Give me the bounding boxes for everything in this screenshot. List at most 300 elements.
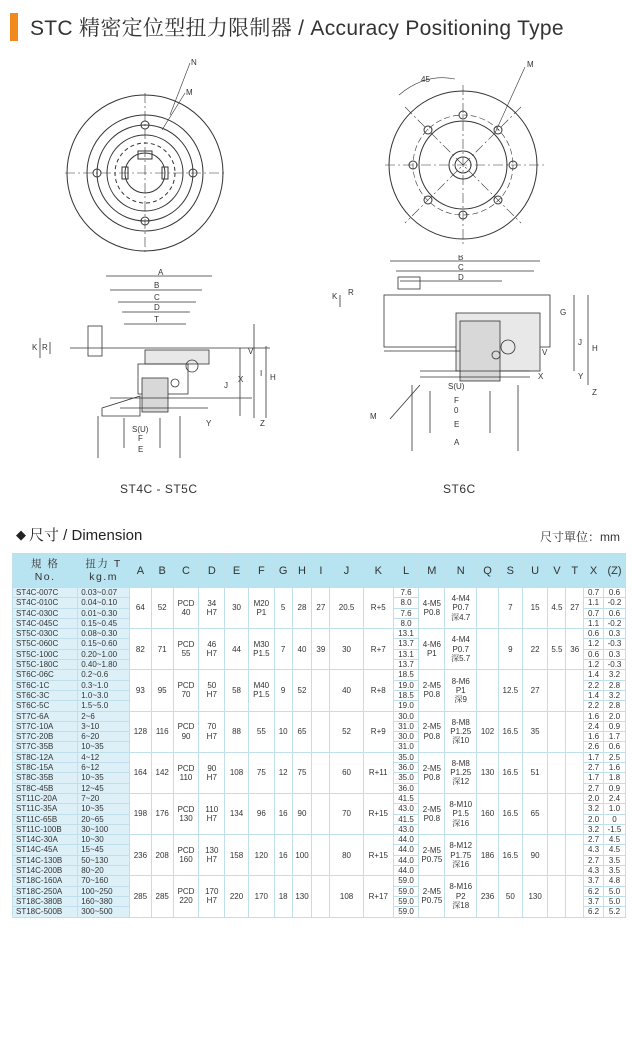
cell-f: 170	[248, 876, 274, 917]
cell-l: 7.6	[393, 588, 419, 598]
column-header-5: D	[199, 554, 225, 588]
model-cell: ST14C-130B	[13, 855, 78, 865]
cell-l: 13.1	[393, 629, 419, 639]
cell-z: 3.5	[603, 866, 625, 876]
cell-j: 30	[330, 629, 364, 670]
cell-g: 16	[274, 793, 292, 834]
cell-t: 36	[566, 629, 584, 670]
dimension-heading-text: 尺寸 / Dimension	[29, 527, 143, 544]
cell-z: 0.9	[603, 721, 625, 731]
cell-l: 7.6	[393, 608, 419, 618]
cell-l: 59.0	[393, 876, 419, 886]
torque-cell: 30~100	[78, 824, 130, 834]
cell-v	[548, 670, 566, 711]
model-cell: ST5C-180C	[13, 660, 78, 670]
cell-l: 59.0	[393, 896, 419, 906]
cell-v	[548, 876, 566, 917]
cell-v	[548, 752, 566, 793]
table-row	[13, 752, 626, 762]
svg-text:K: K	[32, 343, 38, 352]
cell-f: M40 P1.5	[248, 670, 274, 711]
cell-d: 170 H7	[199, 876, 225, 917]
cell-j: 108	[330, 876, 364, 917]
cell-n: 4-M4 P0.7 深4.7	[445, 588, 477, 629]
column-header-19: V	[548, 554, 566, 588]
cell-l: 41.5	[393, 793, 419, 803]
cell-g: 16	[274, 835, 292, 876]
svg-text:I: I	[260, 369, 263, 378]
cell-s: 16.5	[498, 752, 522, 793]
model-cell: ST7C-35B	[13, 742, 78, 752]
cell-x: 2.6	[584, 742, 604, 752]
cell-l: 43.0	[393, 804, 419, 814]
torque-cell: 2~6	[78, 711, 130, 721]
cell-z: 1.7	[603, 732, 625, 742]
cell-z: 3.2	[603, 690, 625, 700]
torque-cell: 0.03~0.07	[78, 588, 130, 598]
cell-e: 88	[225, 711, 249, 752]
cell-k: R+9	[363, 711, 393, 752]
cell-b: 176	[151, 793, 173, 834]
svg-text:45: 45	[421, 75, 430, 84]
cell-z: 0.6	[603, 742, 625, 752]
cell-x: 2.0	[584, 793, 604, 803]
unit-note: 尺寸單位：mm	[540, 530, 620, 544]
cell-t: 27	[566, 588, 584, 629]
cell-b: 116	[151, 711, 173, 752]
cell-f: 96	[248, 793, 274, 834]
cell-e: 58	[225, 670, 249, 711]
cell-z: 3.5	[603, 855, 625, 865]
model-cell: ST5C-100C	[13, 649, 78, 659]
torque-cell: 0.40~1.80	[78, 660, 130, 670]
dimension-heading	[16, 524, 142, 545]
cell-h: 52	[292, 670, 312, 711]
cell-f: M20 P1	[248, 588, 274, 629]
cell-g: 5	[274, 588, 292, 629]
cell-h: 28	[292, 588, 312, 629]
cell-x: 0.6	[584, 649, 604, 659]
cell-n: 8-M8 P1.25 深12	[445, 752, 477, 793]
model-cell: ST5C-030C	[13, 629, 78, 639]
column-header-16: Q	[477, 554, 499, 588]
cell-k: R+7	[363, 629, 393, 670]
torque-cell: 0.01~0.30	[78, 608, 130, 618]
cell-x: 3.2	[584, 804, 604, 814]
svg-text:N: N	[191, 58, 197, 67]
cell-x: 6.2	[584, 907, 604, 917]
svg-text:C: C	[458, 263, 464, 272]
drawing-st6c-top-view	[385, 55, 555, 255]
cell-a: 285	[129, 876, 151, 917]
torque-cell: 0.04~0.10	[78, 598, 130, 608]
cell-b: 285	[151, 876, 173, 917]
cell-h: 100	[292, 835, 312, 876]
svg-text:J: J	[224, 381, 228, 390]
torque-cell: 0.15~0.45	[78, 618, 130, 628]
cell-c: PCD 160	[173, 835, 199, 876]
model-cell: ST8C-45B	[13, 783, 78, 793]
column-header-8: G	[274, 554, 292, 588]
svg-text:F: F	[138, 434, 143, 443]
model-cell: ST8C-12A	[13, 752, 78, 762]
cell-t	[566, 793, 584, 834]
cell-q	[477, 588, 499, 629]
cell-v: 4.5	[548, 588, 566, 629]
cell-m: 2-M5 P0.8	[419, 711, 445, 752]
cell-n: 8-M8 P1.25 深10	[445, 711, 477, 752]
cell-l: 44.0	[393, 855, 419, 865]
cell-z: 0.6	[603, 588, 625, 598]
table-row	[13, 835, 626, 845]
svg-text:X: X	[238, 375, 244, 384]
cell-m: 2-M5 P0.8	[419, 752, 445, 793]
model-cell: ST4C-010C	[13, 598, 78, 608]
cell-z: 5.0	[603, 896, 625, 906]
svg-text:C: C	[154, 293, 160, 302]
model-cell: ST5C-060C	[13, 639, 78, 649]
model-cell: ST18C-250A	[13, 886, 78, 896]
cell-c: PCD 130	[173, 793, 199, 834]
cell-g: 7	[274, 629, 292, 670]
cell-d: 110 H7	[199, 793, 225, 834]
cell-a: 93	[129, 670, 151, 711]
cell-l: 18.5	[393, 670, 419, 680]
cell-l: 13.1	[393, 649, 419, 659]
column-header-1: 扭力 T kg.m	[78, 554, 130, 588]
cell-z: 2.5	[603, 752, 625, 762]
column-header-12: K	[363, 554, 393, 588]
cell-l: 31.0	[393, 721, 419, 731]
cell-c: PCD 220	[173, 876, 199, 917]
cell-x: 1.1	[584, 598, 604, 608]
cell-k: R+15	[363, 793, 393, 834]
cell-z: 3.2	[603, 670, 625, 680]
model-cell: ST6C-1C	[13, 680, 78, 690]
table-body	[13, 588, 626, 918]
cell-s: 9	[498, 629, 522, 670]
cell-d: 70 H7	[199, 711, 225, 752]
cell-n: 8-M12 P1.75 深16	[445, 835, 477, 876]
cell-l: 44.0	[393, 845, 419, 855]
cell-t	[566, 711, 584, 752]
column-header-10: I	[312, 554, 330, 588]
svg-text:D: D	[154, 303, 160, 312]
cell-e: 158	[225, 835, 249, 876]
model-cell: ST11C-35A	[13, 804, 78, 814]
svg-text:G: G	[560, 308, 567, 317]
cell-i	[312, 711, 330, 752]
cell-l: 36.0	[393, 763, 419, 773]
cell-z: 4.5	[603, 835, 625, 845]
cell-x: 2.2	[584, 680, 604, 690]
column-header-7: F	[248, 554, 274, 588]
cell-l: 30.0	[393, 732, 419, 742]
column-header-4: C	[173, 554, 199, 588]
cell-i	[312, 752, 330, 793]
drawing-st4c-top-view	[60, 55, 250, 265]
cell-m: 2-M5 P0.75	[419, 835, 445, 876]
column-header-9: H	[292, 554, 312, 588]
column-header-17: S	[498, 554, 522, 588]
torque-cell: 0.2~0.6	[78, 670, 130, 680]
table-header-row	[13, 554, 626, 588]
cell-z: 0.9	[603, 783, 625, 793]
cell-z: 5.0	[603, 886, 625, 896]
svg-text:Z: Z	[260, 419, 265, 428]
cell-z: 4.5	[603, 845, 625, 855]
cell-x: 1.4	[584, 670, 604, 680]
cell-n: 8-M16 P2 深18	[445, 876, 477, 917]
model-cell: ST7C-20B	[13, 732, 78, 742]
cell-m: 4-M6 P1	[419, 629, 445, 670]
svg-text:T: T	[154, 315, 159, 324]
cell-h: 75	[292, 752, 312, 793]
cell-z: -0.2	[603, 598, 625, 608]
column-header-15: N	[445, 554, 477, 588]
cell-x: 2.2	[584, 701, 604, 711]
cell-a: 198	[129, 793, 151, 834]
svg-text:E: E	[138, 445, 144, 454]
cell-h: 65	[292, 711, 312, 752]
model-cell: ST11C-65B	[13, 814, 78, 824]
cell-l: 35.0	[393, 773, 419, 783]
cell-x: 2.7	[584, 783, 604, 793]
title-bar	[10, 12, 564, 42]
model-cell: ST8C-15A	[13, 763, 78, 773]
cell-l: 44.0	[393, 835, 419, 845]
cell-t	[566, 876, 584, 917]
cell-f: 55	[248, 711, 274, 752]
model-cell: ST7C-10A	[13, 721, 78, 731]
cell-i	[312, 835, 330, 876]
cell-x: 1.2	[584, 660, 604, 670]
svg-text:B: B	[458, 255, 464, 262]
torque-cell: 0.08~0.30	[78, 629, 130, 639]
cell-s: 16.5	[498, 711, 522, 752]
model-cell: ST14C-200B	[13, 866, 78, 876]
cell-t	[566, 835, 584, 876]
cell-v	[548, 793, 566, 834]
drawing-st6c-section-view	[320, 255, 620, 455]
cell-a: 64	[129, 588, 151, 629]
cell-i: 39	[312, 629, 330, 670]
model-cell: ST11C-20A	[13, 793, 78, 803]
column-header-6: E	[225, 554, 249, 588]
svg-text:Y: Y	[206, 419, 212, 428]
cell-c: PCD 40	[173, 588, 199, 629]
cell-l: 44.0	[393, 866, 419, 876]
cell-l: 19.0	[393, 680, 419, 690]
table-row	[13, 588, 626, 598]
cell-t	[566, 670, 584, 711]
cell-z: 2.0	[603, 711, 625, 721]
cell-k: R+5	[363, 588, 393, 629]
diamond-bullet-icon: ◆	[16, 526, 26, 542]
cell-j: 80	[330, 835, 364, 876]
model-cell: ST6C-5C	[13, 701, 78, 711]
cell-z: 2.4	[603, 793, 625, 803]
column-header-3: B	[151, 554, 173, 588]
cell-a: 128	[129, 711, 151, 752]
cell-b: 71	[151, 629, 173, 670]
svg-text:F: F	[454, 396, 459, 405]
svg-text:Y: Y	[578, 372, 584, 381]
torque-cell: 15~45	[78, 845, 130, 855]
cell-l: 31.0	[393, 742, 419, 752]
cell-k: R+17	[363, 876, 393, 917]
svg-text:H: H	[592, 344, 598, 353]
cell-z: 2.8	[603, 701, 625, 711]
cell-j: 40	[330, 670, 364, 711]
cell-n: 8-M6 P1 深9	[445, 670, 477, 711]
svg-text:A: A	[158, 268, 164, 277]
figure-caption-left: ST4C - ST5C	[120, 482, 198, 496]
cell-z: 0.3	[603, 649, 625, 659]
torque-cell: 80~20	[78, 866, 130, 876]
column-header-21: X	[584, 554, 604, 588]
cell-u: 27	[522, 670, 548, 711]
model-cell: ST6C-06C	[13, 670, 78, 680]
cell-q	[477, 670, 499, 711]
cell-s: 7	[498, 588, 522, 629]
cell-z: -1.5	[603, 824, 625, 834]
column-header-18: U	[522, 554, 548, 588]
cell-q: 130	[477, 752, 499, 793]
cell-g: 12	[274, 752, 292, 793]
cell-x: 3.2	[584, 824, 604, 834]
column-header-14: M	[419, 554, 445, 588]
cell-c: PCD 90	[173, 711, 199, 752]
cell-b: 142	[151, 752, 173, 793]
table-row	[13, 711, 626, 721]
cell-x: 1.4	[584, 690, 604, 700]
svg-text:D: D	[458, 273, 464, 282]
svg-text:X: X	[538, 372, 544, 381]
cell-b: 95	[151, 670, 173, 711]
figure-caption-right: ST6C	[443, 482, 476, 496]
dimension-table	[12, 553, 626, 918]
svg-text:S(U): S(U)	[448, 382, 465, 391]
cell-t	[566, 752, 584, 793]
cell-j: 70	[330, 793, 364, 834]
column-header-13: L	[393, 554, 419, 588]
cell-d: 50 H7	[199, 670, 225, 711]
cell-j: 20.5	[330, 588, 364, 629]
cell-u: 35	[522, 711, 548, 752]
cell-z: 1.6	[603, 763, 625, 773]
torque-cell: 1.5~5.0	[78, 701, 130, 711]
cell-z: 4.8	[603, 876, 625, 886]
svg-text:J: J	[578, 338, 582, 347]
cell-z: 1.8	[603, 773, 625, 783]
cell-l: 13.7	[393, 639, 419, 649]
cell-v	[548, 711, 566, 752]
svg-text:V: V	[248, 347, 254, 356]
cell-x: 0.7	[584, 608, 604, 618]
column-header-22: (Z)	[603, 554, 625, 588]
cell-l: 19.0	[393, 701, 419, 711]
torque-cell: 7~20	[78, 793, 130, 803]
cell-k: R+15	[363, 835, 393, 876]
svg-text:S(U): S(U)	[132, 425, 149, 434]
cell-m: 2-M5 P0.8	[419, 670, 445, 711]
cell-x: 4.3	[584, 845, 604, 855]
cell-x: 1.6	[584, 711, 604, 721]
cell-x: 3.7	[584, 896, 604, 906]
cell-l: 18.5	[393, 690, 419, 700]
cell-g: 10	[274, 711, 292, 752]
model-cell: ST18C-160A	[13, 876, 78, 886]
cell-x: 1.2	[584, 639, 604, 649]
cell-k: R+11	[363, 752, 393, 793]
cell-h: 130	[292, 876, 312, 917]
cell-z: 2.8	[603, 680, 625, 690]
cell-l: 41.5	[393, 814, 419, 824]
cell-q: 160	[477, 793, 499, 834]
torque-cell: 100~250	[78, 886, 130, 896]
torque-cell: 3~10	[78, 721, 130, 731]
cell-e: 108	[225, 752, 249, 793]
cell-i	[312, 876, 330, 917]
cell-x: 2.0	[584, 814, 604, 824]
cell-a: 82	[129, 629, 151, 670]
svg-text:0: 0	[454, 406, 459, 415]
cell-l: 35.0	[393, 752, 419, 762]
column-header-20: T	[566, 554, 584, 588]
cell-b: 52	[151, 588, 173, 629]
model-cell: ST6C-3C	[13, 690, 78, 700]
cell-l: 36.0	[393, 783, 419, 793]
cell-z: 0.3	[603, 629, 625, 639]
cell-x: 0.6	[584, 629, 604, 639]
cell-s: 16.5	[498, 793, 522, 834]
cell-z: 5.2	[603, 907, 625, 917]
cell-g: 9	[274, 670, 292, 711]
model-cell: ST14C-45A	[13, 845, 78, 855]
cell-u: 22	[522, 629, 548, 670]
cell-k: R+8	[363, 670, 393, 711]
cell-z: -0.3	[603, 660, 625, 670]
cell-j: 52	[330, 711, 364, 752]
torque-cell: 160~380	[78, 896, 130, 906]
cell-v: 5.5	[548, 629, 566, 670]
cell-x: 1.6	[584, 732, 604, 742]
cell-a: 164	[129, 752, 151, 793]
cell-g: 18	[274, 876, 292, 917]
svg-text:M: M	[370, 412, 377, 421]
cell-z: -0.2	[603, 618, 625, 628]
svg-text:M: M	[527, 60, 534, 69]
model-cell: ST7C-6A	[13, 711, 78, 721]
torque-cell: 10~35	[78, 742, 130, 752]
torque-cell: 1.0~3.0	[78, 690, 130, 700]
cell-l: 8.0	[393, 618, 419, 628]
cell-u: 130	[522, 876, 548, 917]
svg-text:V: V	[542, 348, 548, 357]
cell-v	[548, 835, 566, 876]
svg-text:R: R	[348, 288, 354, 297]
cell-x: 2.7	[584, 855, 604, 865]
cell-m: 2-M5 P0.8	[419, 793, 445, 834]
cell-m: 4-M5 P0.8	[419, 588, 445, 629]
torque-cell: 6~20	[78, 732, 130, 742]
page-title: STC 精密定位型扭力限制器 / Accuracy Positioning Type	[30, 17, 564, 40]
torque-cell: 0.15~0.60	[78, 639, 130, 649]
cell-h: 90	[292, 793, 312, 834]
cell-s: 16.5	[498, 835, 522, 876]
table-row	[13, 876, 626, 886]
